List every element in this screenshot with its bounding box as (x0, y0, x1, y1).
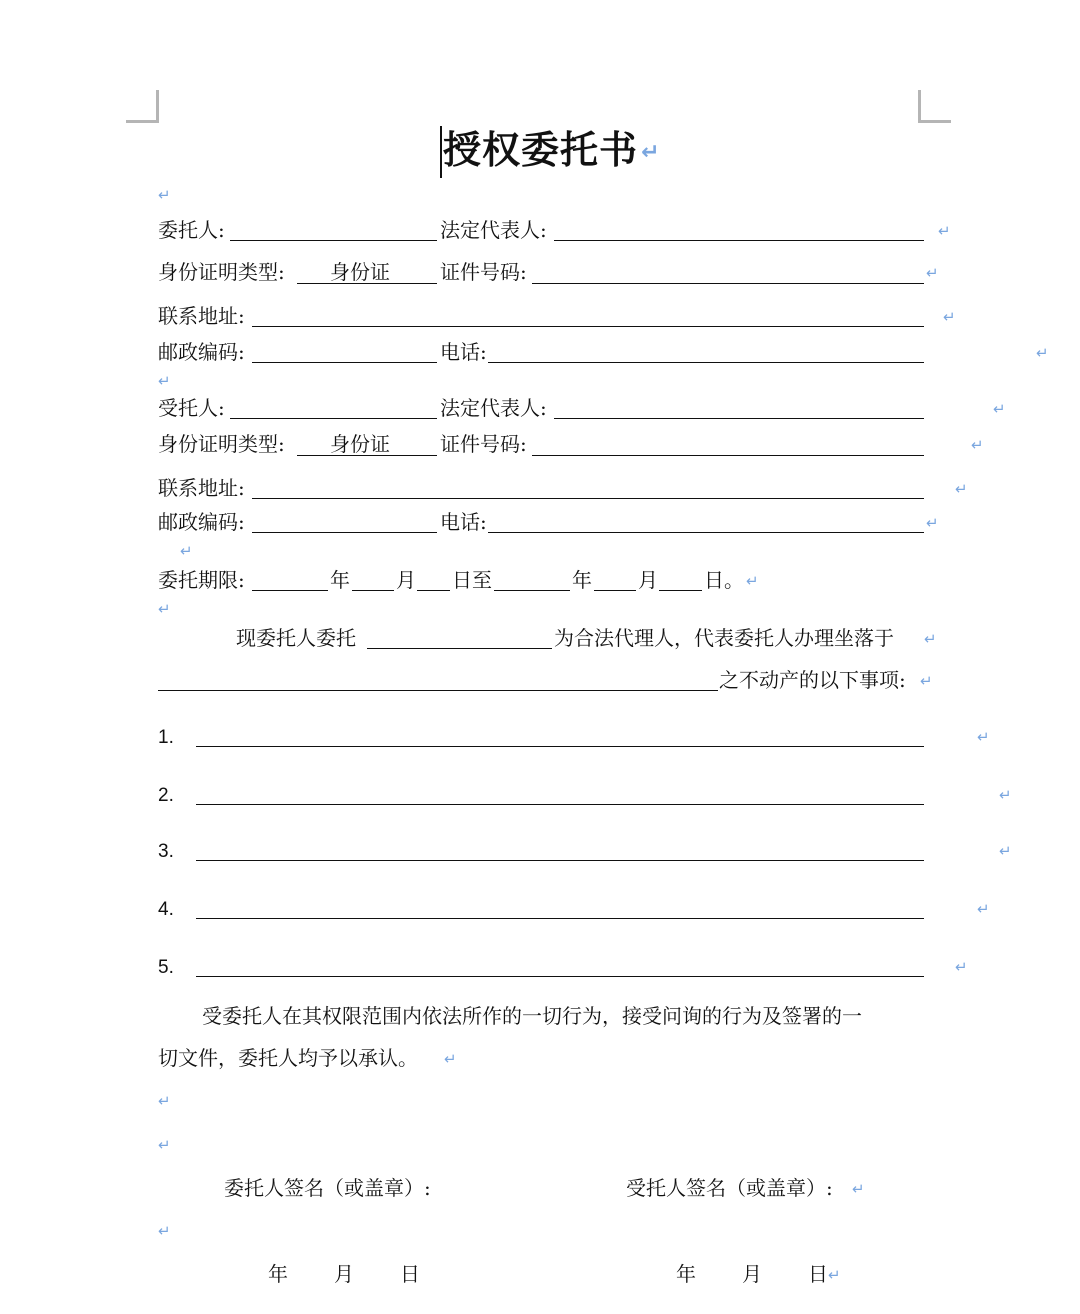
page-corner-mark-top-left (126, 90, 159, 123)
paragraph-mark-icon: ↵ (993, 400, 1006, 418)
principal-date-year: 年 (268, 1262, 288, 1286)
term-start-month-label: 月 (396, 568, 416, 592)
paragraph-mark-icon: ↵ (180, 542, 193, 560)
item-number: 4. (158, 899, 174, 920)
term-start-day-field[interactable] (417, 590, 450, 591)
item-5-field[interactable] (196, 976, 924, 977)
term-start-year-field[interactable] (252, 590, 328, 591)
agent-date-month: 月 (742, 1262, 762, 1286)
paragraph-mark-icon: ↵ (999, 786, 1012, 804)
document-title[interactable]: 授权委托书 (443, 127, 639, 172)
principal-id-type-value: 身份证 (330, 260, 390, 284)
agent-name-field[interactable] (230, 418, 437, 419)
mandate-text-2: 为合法代理人，代表委托人办理坐落于 (554, 626, 894, 650)
agent-address-label: 联系地址: (158, 476, 245, 500)
principal-date-month: 月 (334, 1262, 354, 1286)
paragraph-mark-icon: ↵ (828, 1266, 841, 1284)
paragraph-mark-icon: ↵ (955, 480, 968, 498)
term-end-day-field[interactable] (659, 590, 702, 591)
term-end-day-label: 日。 (704, 568, 744, 592)
agent-phone-label: 电话: (440, 510, 487, 534)
item-number: 1. (158, 727, 174, 748)
page-corner-mark-top-right (918, 90, 951, 123)
principal-postcode-label: 邮政编码: (158, 340, 245, 364)
paragraph-mark-icon: ↵ (852, 1180, 865, 1198)
agent-legal-rep-label: 法定代表人: (440, 396, 547, 420)
statement-line-2: 切文件，委托人均予以承认。 (158, 1046, 418, 1070)
principal-id-type-label: 身份证明类型: (158, 260, 285, 284)
paragraph-mark-icon: ↵ (158, 600, 171, 618)
term-start-year-label: 年 (330, 568, 350, 592)
paragraph-mark-icon: ↵ (746, 572, 759, 590)
principal-legal-rep-label: 法定代表人: (440, 218, 547, 242)
paragraph-mark-icon: ↵ (1036, 344, 1049, 362)
mandate-text-1: 现委托人委托 (236, 626, 356, 650)
paragraph-mark-icon: ↵ (158, 372, 171, 390)
item-number: 2. (158, 785, 174, 806)
paragraph-mark-icon: ↵ (158, 186, 171, 204)
agent-id-no-field[interactable] (532, 455, 924, 456)
agent-id-type-value: 身份证 (330, 432, 390, 456)
agent-name-label: 受托人: (158, 396, 225, 420)
statement-line-1: 受委托人在其权限范围内依法所作的一切行为，接受问询的行为及签署的一 (202, 1004, 862, 1028)
agent-legal-rep-field[interactable] (554, 418, 924, 419)
paragraph-mark-icon: ↵ (977, 728, 990, 746)
paragraph-mark-icon: ↵ (920, 672, 933, 690)
agent-date-day: 日 (808, 1262, 828, 1286)
paragraph-mark-icon: ↵ (943, 308, 956, 326)
paragraph-mark-icon: ↵ (938, 222, 951, 240)
agent-postcode-field[interactable] (252, 532, 437, 533)
paragraph-mark-icon: ↵ (977, 900, 990, 918)
agent-phone-field[interactable] (488, 532, 924, 533)
agent-address-field[interactable] (252, 498, 924, 499)
paragraph-mark-icon: ↵ (955, 958, 968, 976)
principal-id-no-field[interactable] (532, 283, 924, 284)
item-2-field[interactable] (196, 804, 924, 805)
principal-address-field[interactable] (252, 326, 924, 327)
agent-id-type-label: 身份证明类型: (158, 432, 285, 456)
principal-id-no-label: 证件号码: (440, 260, 527, 284)
term-end-month-label: 月 (638, 568, 658, 592)
paragraph-mark-icon: ↵ (999, 842, 1012, 860)
term-start-day-label: 日至 (452, 568, 492, 592)
agent-signature-label: 受托人签名（或盖章）: (626, 1176, 833, 1200)
principal-phone-field[interactable] (488, 362, 924, 363)
item-4-field[interactable] (196, 918, 924, 919)
principal-postcode-field[interactable] (252, 362, 437, 363)
principal-name-label: 委托人: (158, 218, 225, 242)
mandate-text-3: 之不动产的以下事项: (719, 668, 906, 692)
paragraph-mark-icon: ↵ (641, 140, 660, 165)
paragraph-mark-icon: ↵ (926, 514, 939, 532)
paragraph-mark-icon: ↵ (158, 1222, 171, 1240)
text-cursor (440, 126, 442, 178)
mandate-agent-field[interactable] (367, 648, 552, 649)
term-start-month-field[interactable] (352, 590, 394, 591)
item-number: 5. (158, 957, 174, 978)
paragraph-mark-icon: ↵ (971, 436, 984, 454)
agent-date-year: 年 (676, 1262, 696, 1286)
principal-signature-label: 委托人签名（或盖章）: (224, 1176, 431, 1200)
paragraph-mark-icon: ↵ (926, 264, 939, 282)
term-end-month-field[interactable] (594, 590, 636, 591)
agent-id-no-label: 证件号码: (440, 432, 527, 456)
principal-date-day: 日 (400, 1262, 420, 1286)
principal-phone-label: 电话: (440, 340, 487, 364)
term-label: 委托期限: (158, 568, 245, 592)
term-end-year-label: 年 (572, 568, 592, 592)
principal-name-field[interactable] (230, 240, 437, 241)
item-3-field[interactable] (196, 860, 924, 861)
paragraph-mark-icon: ↵ (924, 630, 937, 648)
term-end-year-field[interactable] (494, 590, 570, 591)
paragraph-mark-icon: ↵ (444, 1050, 457, 1068)
paragraph-mark-icon: ↵ (158, 1092, 171, 1110)
paragraph-mark-icon: ↵ (158, 1136, 171, 1154)
principal-legal-rep-field[interactable] (554, 240, 924, 241)
agent-postcode-label: 邮政编码: (158, 510, 245, 534)
item-1-field[interactable] (196, 746, 924, 747)
mandate-location-field[interactable] (158, 690, 718, 691)
principal-address-label: 联系地址: (158, 304, 245, 328)
item-number: 3. (158, 841, 174, 862)
